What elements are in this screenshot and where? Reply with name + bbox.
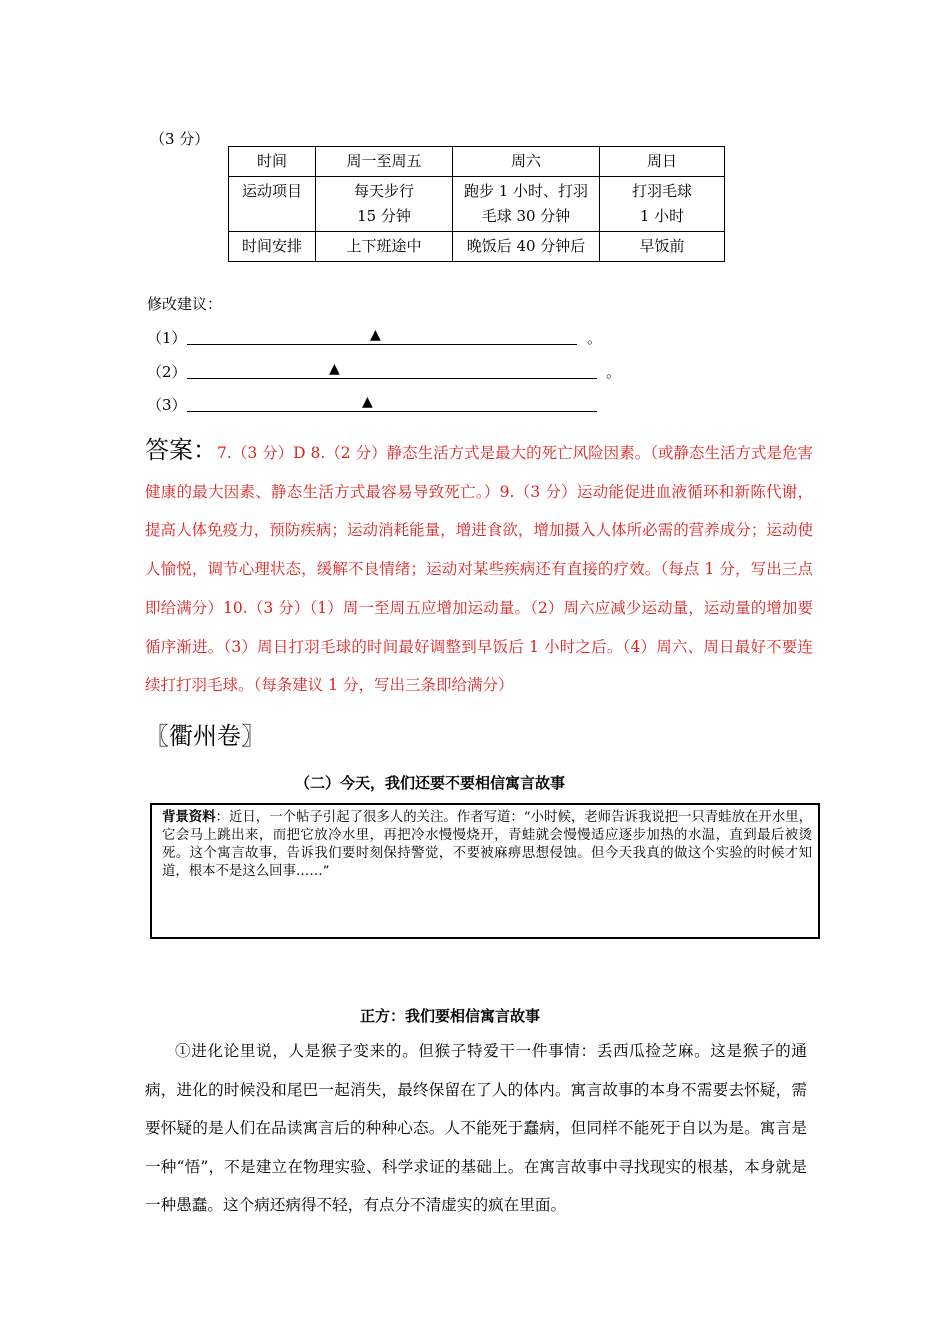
region-heading: 〖衢州卷〗 <box>145 722 265 750</box>
table-row <box>229 232 725 262</box>
row-label: 时间安排 <box>229 232 316 262</box>
table-row <box>229 177 725 232</box>
table-header-cell: 周日 <box>600 147 725 177</box>
pro-side-title: 正方：我们要相信寓言故事 <box>359 1007 540 1025</box>
pro-side-paragraph: ①进化论里说，人是猴子变来的。但猴子特爱干一件事情：丢西瓜捡芝麻。这是猴子的通病，进化的时候没和尾巴一起消失，最终保留在了人的体内。寓言故事的本身不需要去怀疑，需要怀疑的是人们在品读寓言后的种种心态。人不能死于蠢病，但同样不能死于自以为是。寓言是一种“悟”，不是建立在物理实验、科学求证的基础上。在寓言故事中寻找现实的根基，本身就是一种愚蠢。这个病还病得不轻，有点分不清虚实的疯在里面。 <box>145 1042 807 1214</box>
answer-text: 7.（3 分）D 8.（2 分）静态生活方式是最大的死亡风险因素。（或静态生活方式是危害健康的最大因素、静态生活方式最容易导致死亡。）9.（3 分）运动能促进血液循环和新陈代谢，提高人体免疫力，预防疾病；运动消耗能量，增进食欲，增加摄入人体所必需的营养成分；运动使人愉悦，调节心理状态，缓解不良情绪；运动对某些疾病还有直接的疗效。（每点 1 分，写出三点即给满分）10.（3 分）（1）周一至周五应增加运动量。（2）周六应减少运动量，运动量的增加要循序渐进。（3）周日打羽毛球的时间最好调整到早饭后 1 小时之后。（4）周六、周日最好不要连续打打羽毛球。（每条建议 1 分，写出三条即给满分） <box>145 444 814 695</box>
triangle-marker-icon: ▲ <box>329 361 340 377</box>
answer-blank[interactable] <box>187 411 597 412</box>
suggestion-line-2[interactable] <box>147 361 627 383</box>
table-header-row <box>229 147 725 177</box>
table-cell: 上下班途中 <box>316 232 453 262</box>
suggestion-number: （2） <box>147 363 187 381</box>
table-cell: 早饭前 <box>600 232 725 262</box>
row-label: 运动项目 <box>229 177 316 232</box>
answer-blank[interactable] <box>187 378 597 379</box>
suggestion-line-1[interactable] <box>147 327 617 349</box>
table-cell: 晚饭后 40 分钟后 <box>453 232 600 262</box>
table-cell: 打羽毛球 1 小时 <box>600 177 725 232</box>
suggestion-number: （1） <box>147 329 187 347</box>
exercise-schedule-table <box>228 146 725 262</box>
table-header-cell: 时间 <box>229 147 316 177</box>
background-text: ：近日，一个帖子引起了很多人的关注。作者写道：“小时候，老师告诉我说把一只青蛙放在开水里，它会马上跳出来，而把它放冷水里，再把冷水慢慢烧开，青蛙就会慢慢适应逐步加热的水温，直到最后被烫死。这个寓言故事，告诉我们要时刻保持警觉，不要被麻痹思想侵蚀。但今天我真的做这个实验的时候才知道，根本不是这么回事……” <box>162 810 813 879</box>
suggestion-number: （3） <box>147 396 187 414</box>
suggestion-line-3[interactable] <box>147 394 607 416</box>
answer-block <box>145 431 813 705</box>
suggestion-period: 。 <box>606 363 622 381</box>
triangle-marker-icon: ▲ <box>370 327 381 343</box>
question-score: （3 分） <box>150 130 210 148</box>
answer-label: 答案： <box>145 436 218 464</box>
table-header-cell: 周六 <box>453 147 600 177</box>
table-cell: 每天步行 15 分钟 <box>316 177 453 232</box>
table-cell: 跑步 1 小时、打羽 毛球 30 分钟 <box>453 177 600 232</box>
suggestion-title: 修改建议： <box>147 295 223 313</box>
table-header-cell: 周一至周五 <box>316 147 453 177</box>
background-label: 背景资料 <box>162 810 216 825</box>
background-material-box <box>150 803 820 939</box>
suggestion-period: 。 <box>587 329 603 347</box>
triangle-marker-icon: ▲ <box>362 394 373 410</box>
answer-blank[interactable] <box>187 344 577 345</box>
section-title: （二）今天，我们还要不要相信寓言故事 <box>294 774 565 792</box>
